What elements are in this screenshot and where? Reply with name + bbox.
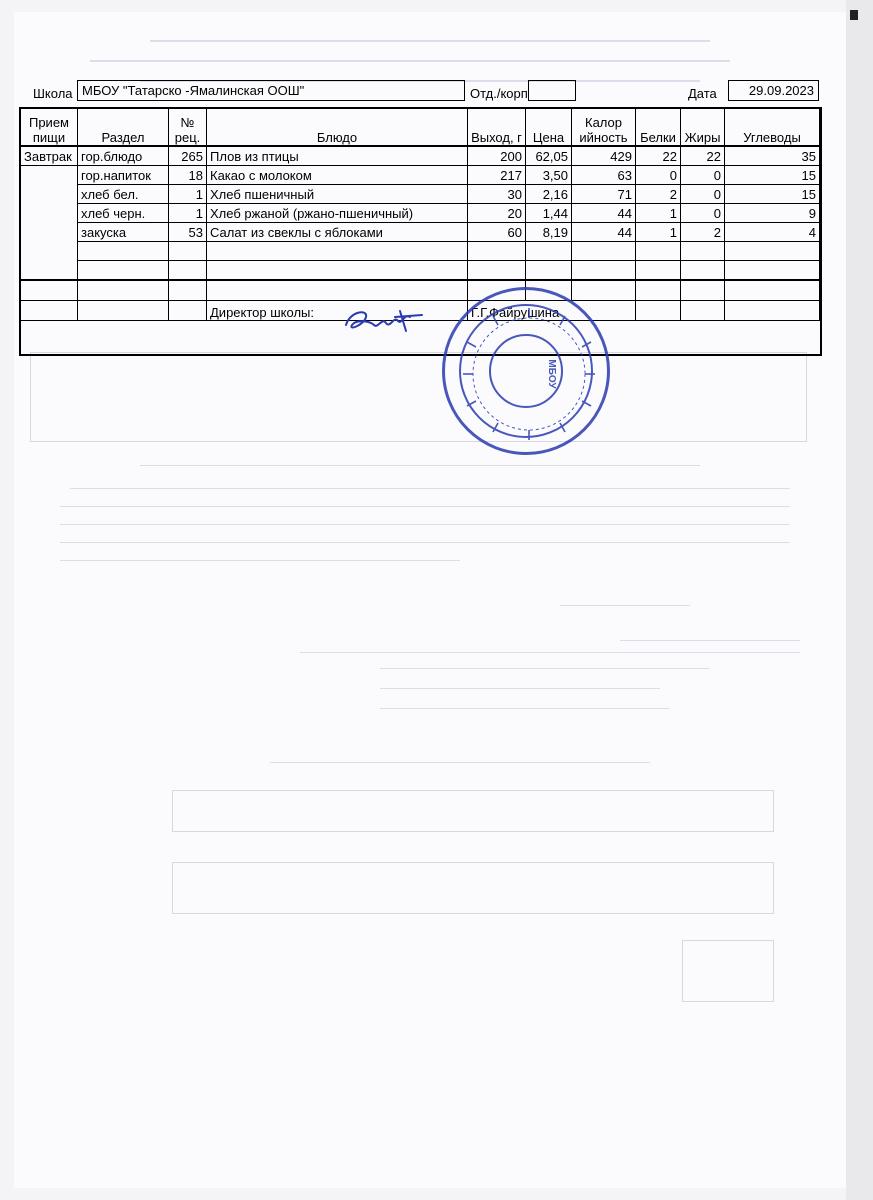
cell-rec: 18 [169, 166, 207, 185]
table-row-empty [21, 261, 820, 281]
table-header-row [21, 109, 820, 147]
dept-label: Отд./корп [470, 86, 528, 101]
ghost-text-line [60, 524, 790, 525]
table-row [21, 223, 820, 242]
director-signature [340, 303, 425, 337]
cell-carbs: 15 [725, 166, 820, 185]
ghost-text-line [380, 668, 710, 669]
cell-price: 2,16 [526, 185, 572, 204]
cell-section: хлеб черн. [78, 204, 169, 223]
cell-fat: 0 [681, 166, 725, 185]
cell-price: 1,44 [526, 204, 572, 223]
ghost-table [682, 940, 774, 1002]
table-row-empty [21, 242, 820, 261]
cell-rec: 265 [169, 146, 207, 166]
ghost-text-line [270, 762, 650, 763]
dept-field[interactable] [528, 80, 576, 101]
cell-protein: 2 [636, 185, 681, 204]
ghost-text-line [300, 652, 800, 653]
stamp-ring-icon [445, 290, 613, 458]
school-stamp [442, 287, 610, 455]
ghost-text-line [60, 506, 790, 507]
table-row [21, 185, 820, 204]
ghost-heading-line [150, 40, 710, 42]
date-label: Дата [688, 86, 717, 101]
scanner-edge [846, 0, 873, 1200]
ghost-text-line [620, 640, 800, 641]
cell-section: гор.блюдо [78, 146, 169, 166]
col-header-calories: Калор ийность [572, 109, 636, 147]
cell-dish: Плов из птицы [207, 146, 468, 166]
ghost-table [172, 790, 774, 832]
ghost-text-line [140, 465, 700, 466]
col-header-rec: № рец. [169, 109, 207, 147]
cell-calories: 71 [572, 185, 636, 204]
cell-rec: 1 [169, 204, 207, 223]
cell-protein: 1 [636, 204, 681, 223]
ghost-text-line [380, 708, 670, 709]
school-label: Школа [33, 86, 73, 101]
cell-calories: 44 [572, 204, 636, 223]
cell-section: закуска [78, 223, 169, 242]
cell-carbs: 15 [725, 185, 820, 204]
cell-rec: 1 [169, 185, 207, 204]
date-field[interactable]: 29.09.2023 [728, 80, 819, 101]
ghost-text-line [560, 605, 690, 606]
cell-fat: 0 [681, 204, 725, 223]
col-header-protein: Белки [636, 109, 681, 147]
cell-carbs: 4 [725, 223, 820, 242]
cell-yield: 200 [468, 146, 526, 166]
ghost-table [172, 862, 774, 914]
cell-calories: 44 [572, 223, 636, 242]
cell-calories: 429 [572, 146, 636, 166]
ghost-heading-line [90, 60, 730, 62]
school-field[interactable]: МБОУ "Татарско -Ямалинская ООШ" [77, 80, 465, 101]
cell-price: 62,05 [526, 146, 572, 166]
cell-fat: 2 [681, 223, 725, 242]
table-row [21, 166, 820, 185]
table-row [21, 204, 820, 223]
cell-yield: 20 [468, 204, 526, 223]
col-header-fat: Жиры [681, 109, 725, 147]
table-row-empty [21, 280, 820, 300]
ghost-text-line [60, 560, 460, 561]
cell-rec: 53 [169, 223, 207, 242]
cell-protein: 22 [636, 146, 681, 166]
menu-table [20, 108, 820, 321]
cell-carbs: 35 [725, 146, 820, 166]
meal-name: Завтрак [21, 146, 78, 166]
col-header-meal: Прием пищи [21, 109, 78, 147]
col-header-price: Цена [526, 109, 572, 147]
cell-carbs: 9 [725, 204, 820, 223]
cell-price: 8,19 [526, 223, 572, 242]
cell-price: 3,50 [526, 166, 572, 185]
ghost-text-line [70, 488, 790, 489]
director-name: Г.Г.Файрушина [468, 300, 636, 320]
ghost-table [30, 352, 807, 442]
cell-dish: Хлеб пшеничный [207, 185, 468, 204]
col-header-section: Раздел [78, 109, 169, 147]
ghost-text-line [380, 688, 660, 689]
cell-yield: 217 [468, 166, 526, 185]
cell-dish: Салат из свеклы с яблоками [207, 223, 468, 242]
col-header-yield: Выход, г [468, 109, 526, 147]
cell-dish: Какао с молоком [207, 166, 468, 185]
cell-section: гор.напиток [78, 166, 169, 185]
cell-yield: 60 [468, 223, 526, 242]
cell-calories: 63 [572, 166, 636, 185]
cell-protein: 1 [636, 223, 681, 242]
table-row [21, 146, 820, 166]
col-header-carbs: Углеводы [725, 109, 820, 147]
cell-dish: Хлеб ржаной (ржано-пшеничный) [207, 204, 468, 223]
cell-yield: 30 [468, 185, 526, 204]
ghost-text-line [60, 542, 790, 543]
cell-fat: 0 [681, 185, 725, 204]
cell-section: хлеб бел. [78, 185, 169, 204]
col-header-dish: Блюдо [207, 109, 468, 147]
director-label: Директор школы: [207, 300, 468, 320]
stamp-center-text: МБОУ [546, 359, 557, 389]
cell-fat: 22 [681, 146, 725, 166]
cell-protein: 0 [636, 166, 681, 185]
